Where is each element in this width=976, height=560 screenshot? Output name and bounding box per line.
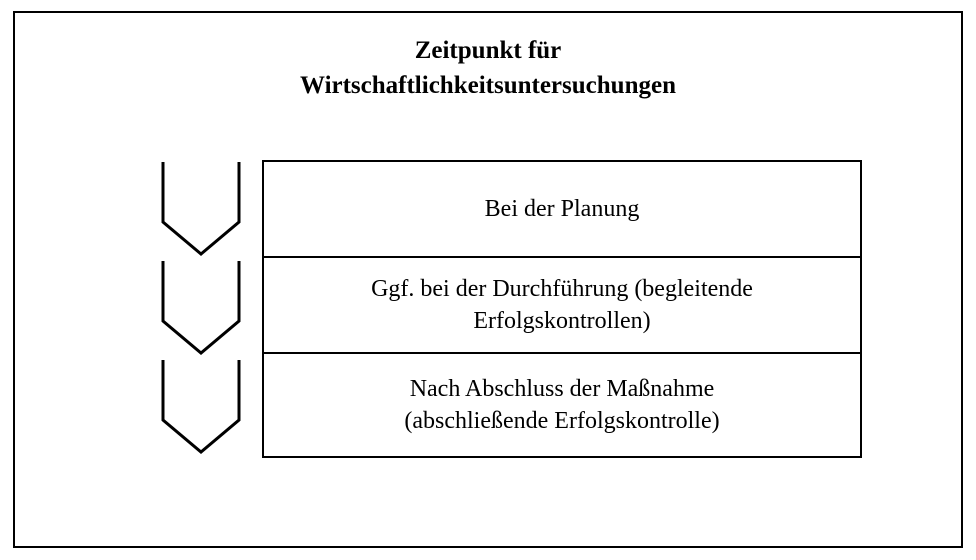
chevron-down-arrow-1: [161, 160, 241, 256]
stage-box-execution: [264, 258, 860, 354]
stage-box-planning: [264, 162, 860, 258]
stage-box-execution-line-2: Erfolgskontrollen): [473, 308, 651, 334]
chevron-down-arrow-2: [161, 259, 241, 355]
diagram-title-line-1: Zeitpunkt für: [414, 37, 562, 64]
stage-box-stack: [262, 160, 862, 458]
stage-box-execution-line-1: Ggf. bei der Durchführung (begleitende: [371, 276, 753, 302]
chevron-down-arrow-3: [161, 358, 241, 454]
stage-box-planning-line-1: Bei der Planung: [484, 196, 640, 222]
stage-box-completion-line-2: (abschließende Erfolgskontrolle): [404, 408, 720, 434]
diagram-title: [0, 33, 976, 103]
stage-box-completion: [264, 354, 860, 456]
arrow-column: [161, 160, 241, 458]
diagram-title-line-2: Wirtschaftlichkeitsuntersuchungen: [300, 72, 676, 99]
stage-box-completion-line-1: Nach Abschluss der Maßnahme: [409, 376, 715, 402]
